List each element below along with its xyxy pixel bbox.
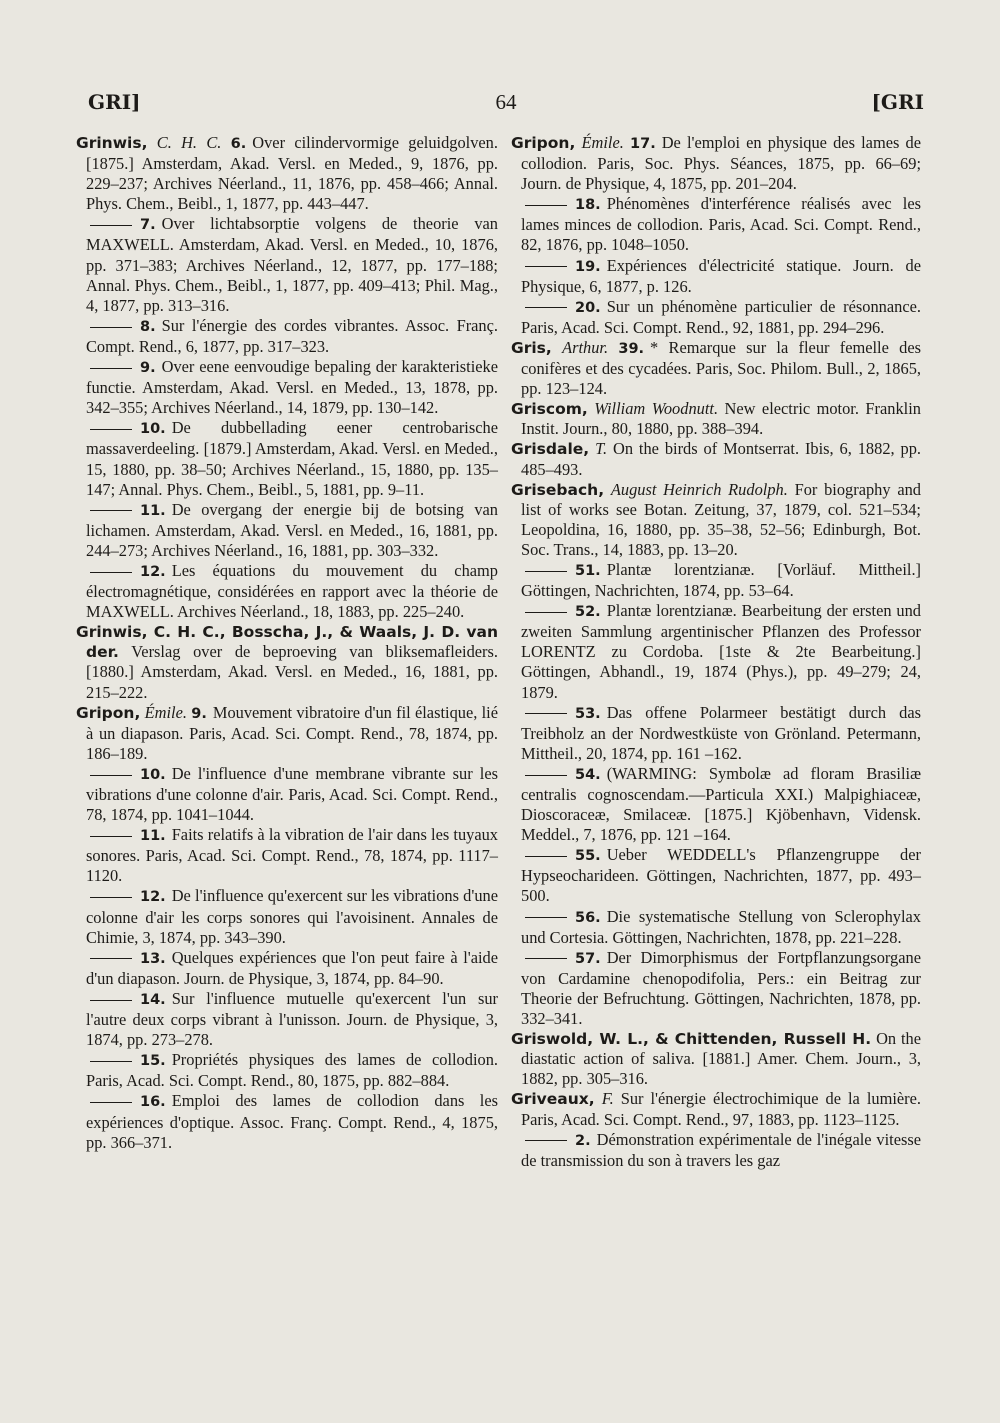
- author-given: C. H. C.: [156, 133, 222, 152]
- ditto-dash: [90, 1102, 132, 1103]
- bib-entry: [76, 825, 498, 886]
- entry-text: Démonstration expérimentale de l'inégale vitesse de transmission du son à travers les gaz: [521, 1129, 921, 1170]
- entry-text: Plantæ lorentzianæ. Bearbeitung der ersten und zweiten Sammlung argentinischer Pflanzen des Professor LORENTZ zu Cordoba. [1ste & 2te Bearbeitung.] Göttingen, Abhandl., 19, 1874 (Phys.), pp. 49–279; 24, 1879.: [521, 601, 921, 702]
- entry-number: 16.: [140, 1094, 166, 1111]
- entry-number: 57.: [575, 950, 601, 967]
- entry-text: On the diastatic action of saliva. [1881.] Amer. Chem. Journ., 3, 1882, pp. 305–316.: [521, 1029, 921, 1089]
- ditto-dash: [525, 856, 567, 857]
- entry-text: Mouvement vibratoire d'un fil élastique, lié à un diapason. Paris, Acad. Sci. Compt. Rend., 78, 1874, pp. 186–189.: [86, 702, 498, 763]
- left-column: [76, 133, 498, 1153]
- entry-text: Sur l'énergie des cordes vibrantes. Assoc. Franç. Compt. Rend., 6, 1877, pp. 317–323.: [86, 315, 498, 356]
- entry-number: 13.: [140, 950, 166, 967]
- entry-text: Ueber WEDDELL's Pflanzengruppe der Hypseocharideen. Göttingen, Nachrichten, 1877, pp. 493–500.: [521, 845, 921, 906]
- entry-text: De overgang der energie bij de botsing van lichamen. Amsterdam, Akad. Versl. en Meded., 16, 1881, pp. 244–273; Archives Néerland., 16, 1881, pp. 303–332.: [86, 499, 498, 560]
- bib-entry: [511, 703, 921, 764]
- entry-text: Der Dimorphismus der Fortpflanzungsorgane von Cardamine chenopodifolia, Pers.: ein Beitrag zur Theorie der Befruchtung. Göttingen, Nachrichten, 1878, pp. 332–341.: [521, 947, 921, 1029]
- entry-text: For biography and list of works see Botan. Zeitung, 37, 1879, col. 521–534; Leopoldina, 16, 1880, pp. 35–38, 52–56; Edinburgh, Bot. Soc. Trans., 14, 1883, pp. 13–20.: [521, 479, 921, 559]
- entry-text: * Remarque sur la fleur femelle des conifères et des cycadées. Paris, Soc. Philom. Bull., 2, 1865, pp. 123–124.: [521, 337, 921, 399]
- entry-number: 20.: [575, 299, 601, 316]
- bib-entry: [511, 297, 921, 338]
- entry-text: Sur l'influence mutuelle qu'exercent l'un sur l'autre deux corps vibrant à l'unisson. Journ. de Physique, 3, 1874, pp. 273–278.: [86, 988, 498, 1050]
- bib-entry: [511, 845, 921, 906]
- bib-entry: [511, 399, 921, 439]
- bib-entry: [511, 256, 921, 297]
- bib-entry: [511, 338, 921, 399]
- entry-number: 10.: [140, 766, 166, 783]
- entry-number: 18.: [575, 197, 601, 214]
- entry-text: De l'influence qu'exercent sur les vibrations d'une colonne d'air les corps sonores qui l'avoisinent. Annales de Chimie, 3, 1874, pp. 343–390.: [86, 886, 498, 947]
- bib-entry: [511, 480, 921, 560]
- author-name: Grinwis, C. H. C., Bosscha, J., & Waals, J. D. van der.: [76, 623, 498, 662]
- ditto-dash: [90, 1000, 132, 1001]
- entry-text: Over cilindervormige geluidgolven. [1875.] Amsterdam, Akad. Versl. en Meded., 9, 1876, pp. 229–237; Archives Néerland., 11, 1876, pp. 458–466; Annal. Phys. Chem., Beibl., 1, 1877, pp. 443–447.: [86, 133, 498, 214]
- author-name: Griswold, W. L., & Chittenden, Russell H.: [511, 1030, 872, 1049]
- ditto-dash: [90, 225, 132, 226]
- bib-entry: [76, 133, 498, 214]
- entry-text: Over lichtabsorptie volgens de theorie van MAXWELL. Amsterdam, Akad. Versl. en Meded., 10, 1876, pp. 371–383; Archives Néerland., 12, 1877, pp. 177–188; Annal. Phys. Chem., Beibl., 1, 1877, pp. 409–413; Phil. Mag., 4, 1877, pp. 313–316.: [86, 214, 498, 315]
- bib-entry: [511, 948, 921, 1029]
- author-given: Émile.: [144, 702, 187, 722]
- ditto-dash: [525, 775, 567, 776]
- ditto-dash: [90, 1061, 132, 1062]
- entry-number: 7.: [140, 217, 156, 234]
- bib-entry: [76, 357, 498, 418]
- bib-entry: [76, 703, 498, 764]
- bib-entry: [511, 560, 921, 601]
- entry-text: Verslag over de beproeving van bliksemafleiders. [1880.] Amsterdam, Akad. Versl. en Meded., 16, 1881, pp. 215–222.: [86, 642, 498, 702]
- author-name: Gripon,: [511, 134, 576, 152]
- entry-number: 10.: [140, 421, 166, 438]
- entry-text: De l'influence d'une membrane vibrante sur les vibrations d'une colonne d'air. Paris, Acad. Sci. Compt. Rend., 78, 1874, pp. 1041–1044.: [86, 763, 498, 825]
- header-left-index: GRI]: [88, 90, 141, 114]
- ditto-dash: [525, 571, 567, 572]
- ditto-dash: [525, 205, 567, 206]
- ditto-dash: [90, 775, 132, 776]
- entry-number: 54.: [575, 766, 601, 783]
- entry-text: (WARMING: Symbolæ ad floram Brasiliæ centralis cognoscendam.—Particula XXI.) Malpighiaceæ, Dioscoraceæ, Smilaceæ. [1875.] Kjöbenhavn, Vidensk. Meddel., 7, 1876, pp. 121 –164.: [521, 763, 921, 845]
- ditto-dash: [90, 572, 132, 573]
- entry-text: New electric motor. Franklin Instit. Journ., 80, 1880, pp. 388–394.: [521, 399, 921, 439]
- entry-number: 56.: [575, 909, 601, 926]
- entry-text: Sur l'énergie électrochimique de la lumière. Paris, Acad. Sci. Compt. Rend., 97, 1883, pp. 1123–1125.: [521, 1089, 921, 1129]
- author-name: Griveaux,: [511, 1090, 595, 1109]
- bib-entry: [76, 948, 498, 989]
- entry-number: 12.: [140, 889, 166, 906]
- entry-text: Faits relatifs à la vibration de l'air dans les tuyaux sonores. Paris, Acad. Sci. Compt. Rend., 78, 1874, pp. 1117–1120.: [86, 825, 498, 886]
- entry-number: 2.: [575, 1132, 591, 1149]
- entry-number: 17.: [630, 136, 656, 152]
- entry-number: 55.: [575, 848, 601, 865]
- ditto-dash: [525, 958, 567, 959]
- page-number: 64: [495, 90, 517, 114]
- author-name: Gris,: [511, 338, 552, 357]
- bib-entry: [76, 500, 498, 561]
- author-name: Grinwis,: [76, 134, 148, 152]
- bib-entry: [511, 1089, 921, 1129]
- entry-text: Das offene Polarmeer bestätigt durch das Treibholz an der Nordwestküste von Grönland. Petermann, Mittheil., 20, 1874, pp. 161 –162.: [521, 702, 921, 763]
- ditto-dash: [525, 612, 567, 613]
- right-column: [511, 133, 921, 1171]
- author-given: F.: [601, 1089, 614, 1109]
- bib-entry: [76, 622, 498, 702]
- ditto-dash: [90, 836, 132, 837]
- entry-text: Emploi des lames de collodion dans les expériences d'optique. Assoc. Franç. Compt. Rend., 4, 1875, pp. 366–371.: [86, 1091, 498, 1152]
- bib-entry: [511, 601, 921, 702]
- bib-entry: [511, 439, 921, 479]
- bib-entry: [76, 1050, 498, 1091]
- ditto-dash: [90, 510, 132, 511]
- ditto-dash: [525, 917, 567, 918]
- entry-text: Expériences d'électricité statique. Journ. de Physique, 6, 1877, p. 126.: [521, 255, 921, 296]
- author-given: Émile.: [581, 133, 624, 152]
- bib-entry: [511, 764, 921, 845]
- ditto-dash: [90, 897, 132, 898]
- bib-entry: [76, 214, 498, 315]
- entry-number: 8.: [140, 318, 156, 335]
- bib-entry: [76, 764, 498, 825]
- bib-entry: [76, 561, 498, 622]
- author-name: Grisdale,: [511, 440, 590, 459]
- ditto-dash: [525, 1140, 567, 1141]
- entry-text: On the birds of Montserrat. Ibis, 6, 1882, pp. 485–493.: [521, 439, 921, 479]
- ditto-dash: [525, 307, 567, 308]
- ditto-dash: [90, 368, 132, 369]
- entry-text: Les équations du mouvement du champ électromagnétique, considérées en rapport avec la théorie de MAXWELL. Archives Néerland., 18, 1883, pp. 225–240.: [86, 560, 498, 622]
- entry-number: 51.: [575, 562, 601, 579]
- author-name: Griscom,: [511, 400, 588, 419]
- entry-text: Phénomènes d'interférence réalisés avec les lames minces de collodion. Paris, Acad. Sci. Compt. Rend., 82, 1876, pp. 1048–1050.: [521, 194, 921, 255]
- ditto-dash: [90, 429, 132, 430]
- bib-entry: [76, 1091, 498, 1152]
- author-given: T.: [595, 439, 608, 459]
- author-name: Grisebach,: [511, 480, 605, 499]
- entry-number: 14.: [140, 991, 166, 1008]
- bib-entry: [511, 907, 921, 948]
- author-given: Arthur.: [562, 337, 609, 357]
- author-given: William Woodnutt.: [594, 399, 719, 419]
- entry-number: 12.: [140, 563, 166, 580]
- entry-text: Quelques expériences que l'on peut faire à l'aide d'un diapason. Journ. de Physique, 3, 1874, pp. 84–90.: [86, 947, 498, 988]
- bib-entry: [76, 886, 498, 947]
- entry-number: 53.: [575, 705, 601, 722]
- ditto-dash: [90, 327, 132, 328]
- author-given: August Heinrich Rudolph.: [610, 479, 788, 499]
- entry-number: 52.: [575, 604, 601, 621]
- entry-text: De l'emploi en physique des lames de collodion. Paris, Soc. Phys. Séances, 1875, pp. 66–69; Journ. de Physique, 4, 1875, pp. 201–204.: [521, 133, 921, 194]
- entry-number: 19.: [575, 258, 601, 275]
- ditto-dash: [90, 958, 132, 959]
- bib-entry: [76, 316, 498, 357]
- entry-number: 11.: [140, 502, 166, 519]
- entry-text: Plantæ lorentzianæ. [Vorläuf. Mittheil.] Göttingen, Nachrichten, 1874, pp. 53–64.: [521, 559, 921, 601]
- ditto-dash: [525, 266, 567, 267]
- entry-number: 11.: [140, 828, 166, 845]
- bib-entry: [511, 194, 921, 255]
- bib-entry: [511, 133, 921, 194]
- entry-number: 9.: [140, 360, 156, 377]
- entry-number: 6.: [230, 136, 247, 152]
- bib-entry: [511, 1029, 921, 1089]
- ditto-dash: [525, 713, 567, 714]
- page-header: [88, 90, 924, 120]
- bib-entry: [76, 418, 498, 499]
- entry-text: Propriétés physiques des lames de collodion. Paris, Acad. Sci. Compt. Rend., 80, 1875, pp. 882–884.: [86, 1050, 498, 1091]
- bib-entry: [511, 1130, 921, 1171]
- header-right-index: [GRI: [871, 90, 924, 114]
- author-name: Gripon,: [76, 703, 141, 722]
- entry-number: 39.: [618, 340, 645, 357]
- entry-text: De dubbellading eener centrobarische massaverdeeling. [1879.] Amsterdam, Akad. Versl. en Meded., 15, 1880, pp. 38–50; Archives Néerland., 15, 1880, pp. 135–147; Annal. Phys. Chem., Beibl., 5, 1881, pp. 9–11.: [86, 418, 498, 499]
- entry-text: Sur un phénomène particulier de résonnance. Paris, Acad. Sci. Compt. Rend., 92, 1881, pp. 294–296.: [521, 296, 921, 337]
- bib-entry: [76, 989, 498, 1050]
- entry-text: Die systematische Stellung von Sclerophylax und Cortesia. Göttingen, Nachrichten, 1878, pp. 221–228.: [521, 906, 921, 947]
- entry-number: 15.: [140, 1053, 166, 1070]
- entry-number: 9.: [191, 705, 207, 722]
- entry-text: Over eene eenvoudige bepaling der karakteristieke functie. Amsterdam, Akad. Versl. en Meded., 13, 1878, pp. 342–355; Archives Néerland., 14, 1879, pp. 130–142.: [86, 357, 498, 418]
